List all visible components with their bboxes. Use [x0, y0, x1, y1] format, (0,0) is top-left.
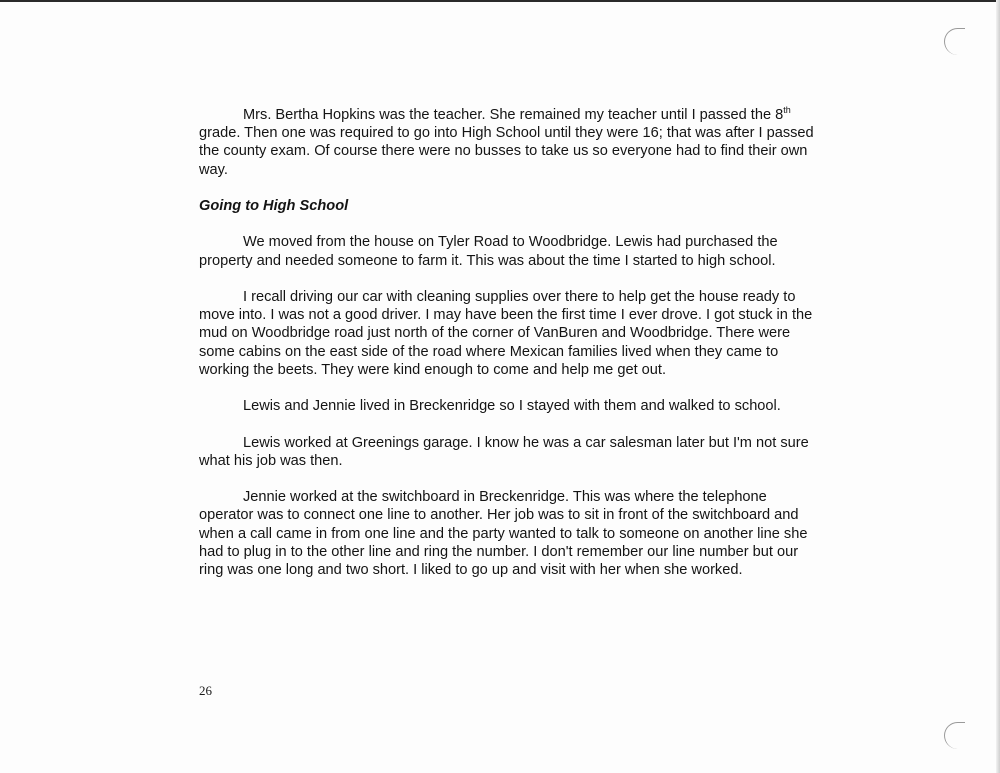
paragraph-jennie-work: Jennie worked at the switchboard in Breckenridge. This was where the telephone operator was to connect one line to another. Her job was to sit in front of the switchboard and when a call came in from one line and the party wanted to talk to someone on another line she had to plug in to the other line and ring the number. I don't remember our line number but our ring was one long and two short. I liked to go up and visit with her when she worked. [199, 489, 808, 578]
paragraph-breckenridge: Lewis and Jennie lived in Breckenridge so I stayed with them and walked to school. [243, 398, 781, 415]
scan-right-edge [996, 0, 1000, 773]
section-heading: Going to High School [199, 198, 349, 214]
superscript-th: th [783, 105, 791, 115]
paragraph-moved: We moved from the house on Tyler Road to Woodbridge. Lewis had purchased the property and needed someone to farm it. This was about the time I started to high school. [199, 234, 778, 269]
binder-hole-mark-top [944, 28, 965, 55]
paragraph-teacher: Mrs. Bertha Hopkins was the teacher. She remained my teacher until I passed the 8th grade. Then one was required to go into High School until they were 16; that was after I passed the county exam. Of course there were no busses to take us so everyone had to find their own way. [199, 105, 814, 178]
page-number: 26 [199, 683, 212, 698]
binder-hole-mark-bottom [944, 722, 965, 749]
document-body [199, 106, 819, 597]
scan-top-edge [0, 0, 1000, 2]
paragraph-lewis-work: Lewis worked at Greenings garage. I know he was a car salesman later but I'm not sure what his job was then. [199, 434, 809, 469]
paragraph-driving: I recall driving our car with cleaning supplies over there to help get the house ready to move into. I was not a good driver. I may have been the first time I ever drove. I got stuck in the mud on Woodbridge road just north of the corner of VanBuren and Woodbridge. There were some cabins on the east side of the road where Mexican families lived when they came to working the beets. They were kind enough to come and help me get out. [199, 288, 813, 378]
